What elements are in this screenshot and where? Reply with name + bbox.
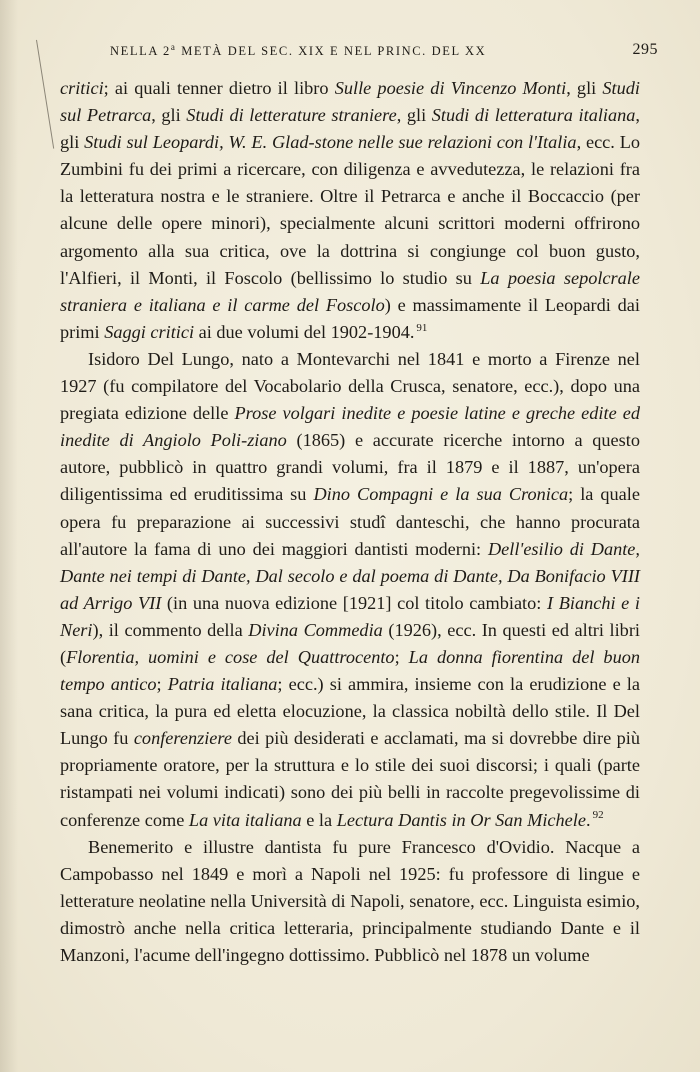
running-head-title: NELLA 2$^a$ METÀ DEL SEC. XIX E NEL PRINC. DEL XX — [110, 41, 487, 58]
italic-title: critici — [60, 78, 104, 98]
italic-title: Sulle poesie di Vincenzo Monti — [334, 78, 567, 98]
italic-title: Patria italiana — [167, 674, 278, 695]
italic-title: La poesia sepolcrale straniera e italiana e il carme del Foscolo — [60, 267, 640, 315]
text-run: dei più desiderati e acclamati, ma si dovrebbe dire più propriamente oratore, per la struttura e lo stile dei suoi discorsi; i quali (parte ristampati nei volumi indicati) sono dei più belli in raccolte pregevolissime di conferenze come — [60, 728, 640, 830]
italic-title: La donna fiorentina del buon tempo antico — [60, 646, 640, 695]
footnote-ref: 91 — [416, 321, 428, 334]
text-run: (in una nuova edizione [1921] col titolo cambiato: — [161, 592, 547, 613]
italic-title: Divina Commedia — [248, 619, 383, 640]
body-text — [60, 75, 640, 969]
italic-title: Studi di letterature straniere — [186, 105, 397, 126]
paragraph-zumbini — [60, 75, 640, 346]
running-head — [110, 41, 630, 59]
text-run: , ecc. Lo Zumbini fu dei primi a ricercare, con diligenza e avvedutezza, le relazioni fra la letteratura nostra e le straniere. Oltre il Petrarca e anche il Boccaccio (per alcune delle opere minori), specialmente alcuni scrittori moderni offrirono argomento alla sua critica, ove la dottrina si congiunge col buon gusto, l'Alfieri, il Monti, il Foscolo (bellissimo lo studio su — [60, 132, 641, 288]
italic-title: Prose volgari inedite e poesie latine e greche edite ed inedite di Angiolo Poli-ziano — [60, 403, 640, 451]
text-run: , gli — [396, 105, 432, 126]
text-run: . — [586, 809, 591, 830]
text-run: ; ai quali tenner dietro il libro — [103, 78, 335, 98]
text-run: ), il commento della — [92, 619, 249, 640]
text-run: Benemerito e illustre dantista fu pure Francesco d'Ovidio. Nacque a Campobasso nel 1849 e morì a Napoli nel 1925: fu professore di lingue e letterature neolatine nella Università di Napoli, senatore, ecc. Linguista esimio, dimostrò anche nella critica letteraria, principalmente studiando Dante e il Manzoni, l'acume dell'ingegno dottissimo. Pubblicò nel 1878 un volume — [60, 836, 640, 965]
text-run: (1865) e accurate ricerche intorno a questo autore, pubblicò in quattro grandi volumi, fra il 1879 e il 1887, un'opera diligentissima ed eruditissima su — [60, 430, 640, 505]
italic-title: Saggi critici — [104, 321, 195, 342]
italic-title: Lectura Dantis in Or San Michele — [336, 809, 586, 830]
italic-title: I Bianchi e i Neri — [60, 592, 640, 640]
text-run: e la — [301, 809, 337, 830]
text-run: Isidoro Del Lungo, nato a Montevarchi nel 1841 e morto a Firenze nel 1927 (fu compilatore del Vocabolario della Crusca, senatore, ecc.), dopo una pregiata edizione delle — [60, 348, 640, 424]
italic-title: Dino Compagni e la sua Cronica — [313, 484, 569, 505]
running-head-superscript: a — [170, 41, 177, 52]
italic-title: Studi sul Leopardi, W. E. Glad-stone nelle sue relazioni con l'Italia — [84, 132, 577, 153]
text-run: ; la quale opera fu preparazione ai successivi studî danteschi, che hanno procurata all'autore la fama di uno dei maggiori dantisti moderni: — [60, 484, 640, 559]
text-run: ai due volumi del 1902-1904. — [194, 321, 415, 342]
text-run: ; — [156, 674, 168, 695]
page-number: 295 — [632, 41, 658, 58]
italic-title: La vita italiana — [188, 809, 302, 830]
italic-title: Florentia, uomini e cose del Quattrocento — [66, 646, 395, 667]
footnote-ref: 92 — [592, 809, 604, 822]
text-run: ; ecc.) si ammira, insieme con la erudizione e la sana critica, la pura ed eletta elocuzione, la classica nobiltà dello stile. Il Del Lungo fu — [60, 674, 640, 749]
italic-title: conferenziere — [133, 728, 232, 749]
paragraph-d-ovidio — [60, 834, 640, 969]
italic-title: Studi di letteratura italiana — [431, 105, 636, 126]
text-run: , gli — [60, 105, 640, 153]
text-run: ; — [394, 646, 409, 667]
page-edge-shadow — [0, 0, 18, 1072]
paragraph-del-lungo — [60, 346, 640, 834]
italic-title: Studi sul Petrarca — [60, 78, 640, 126]
text-run: (1926), ecc. In questi ed altri libri ( — [60, 619, 640, 667]
text-run: , gli — [151, 105, 187, 126]
italic-title: Dell'esilio di Dante, Dante nei tempi di Dante, Dal secolo e dal poema di Dante, Da Bonifacio VIII ad Arrigo VII — [60, 538, 640, 613]
text-run: ) e massimamente il Leopardi dai primi — [60, 294, 640, 342]
text-run: , gli — [566, 78, 603, 98]
